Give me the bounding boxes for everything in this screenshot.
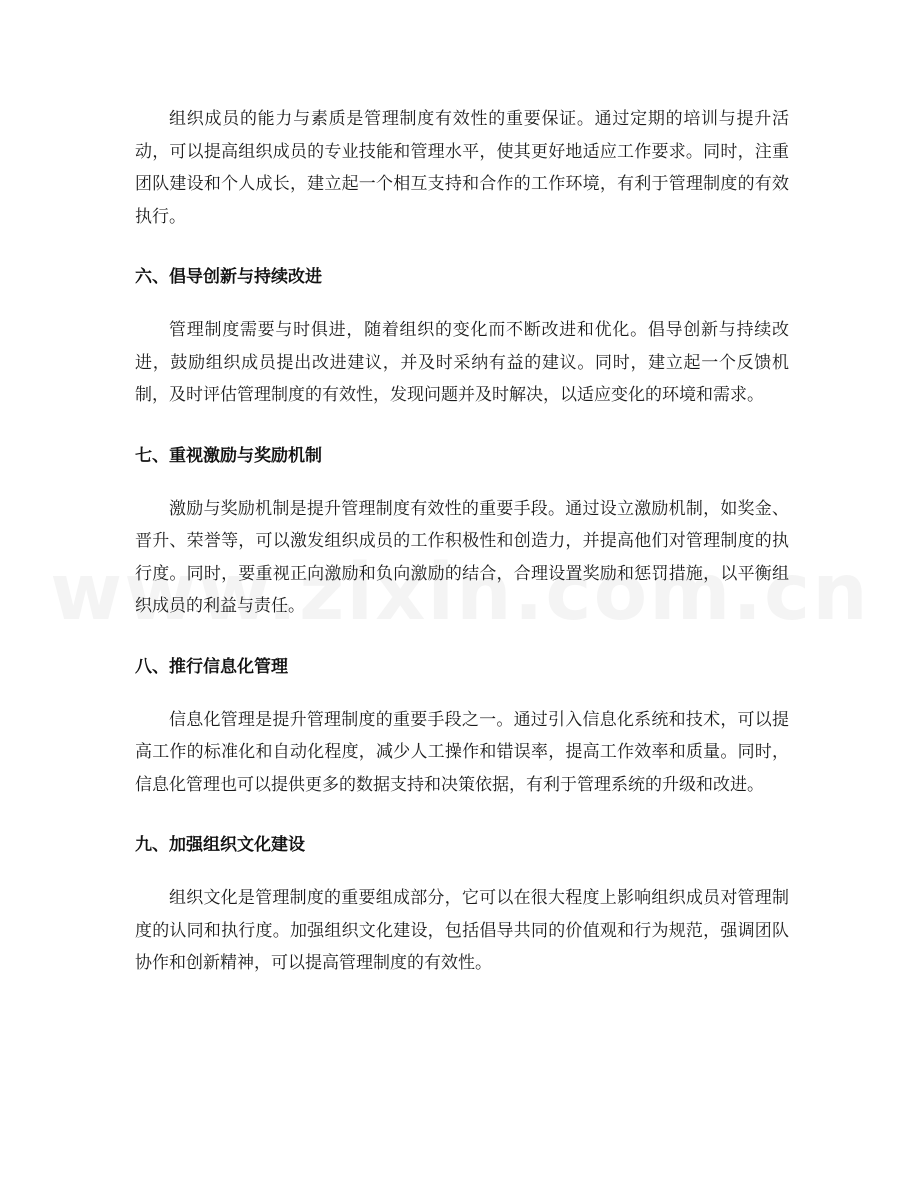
paragraph-culture: 组织文化是管理制度的重要组成部分，它可以在很大程度上影响组织成员对管理制度的认同和执行度。加强组织文化建设，包括倡导共同的价值观和行为规范，强调团队协作和创新精神，可以提高管理制度的有效性。 xyxy=(135,888,789,973)
heading-innovation: 六、倡导创新与持续改进 xyxy=(135,267,322,287)
paragraph-capability: 组织成员的能力与素质是管理制度有效性的重要保证。通过定期的培训与提升活动，可以提高组织成员的专业技能和管理水平，使其更好地适应工作要求。同时，注重团队建设和个人成长，建立起一个相互支持和合作的工作环境，有利于管理制度的有效执行。 xyxy=(135,109,789,227)
heading-culture: 九、加强组织文化建设 xyxy=(135,835,305,855)
paragraph-incentive: 激励与奖励机制是提升管理制度有效性的重要手段。通过设立激励机制，如奖金、晋升、荣誉等，可以激发组织成员的工作积极性和创造力，并提高他们对管理制度的执行度。同时，要重视正向激励和负向激励的结合，合理设置奖励和惩罚措施，以平衡组织成员的利益与责任。 xyxy=(135,498,789,616)
paragraph-innovation: 管理制度需要与时俱进，随着组织的变化而不断改进和优化。倡导创新与持续改进，鼓励组织成员提出改进建议，并及时采纳有益的建议。同时，建立起一个反馈机制，及时评估管理制度的有效性，发现问题并及时解决，以适应变化的环境和需求。 xyxy=(135,320,789,405)
heading-incentive: 七、重视激励与奖励机制 xyxy=(135,445,322,466)
heading-informatization: 八、推行信息化管理 xyxy=(135,656,288,677)
paragraph-informatization: 信息化管理是提升管理制度的重要手段之一。通过引入信息化系统和技术，可以提高工作的标准化和自动化程度，减少人工操作和错误率，提高工作效率和质量。同时，信息化管理也可以提供更多的数据支持和决策依据，有利于管理系统的升级和改进。 xyxy=(135,709,789,795)
document-body xyxy=(135,103,789,980)
